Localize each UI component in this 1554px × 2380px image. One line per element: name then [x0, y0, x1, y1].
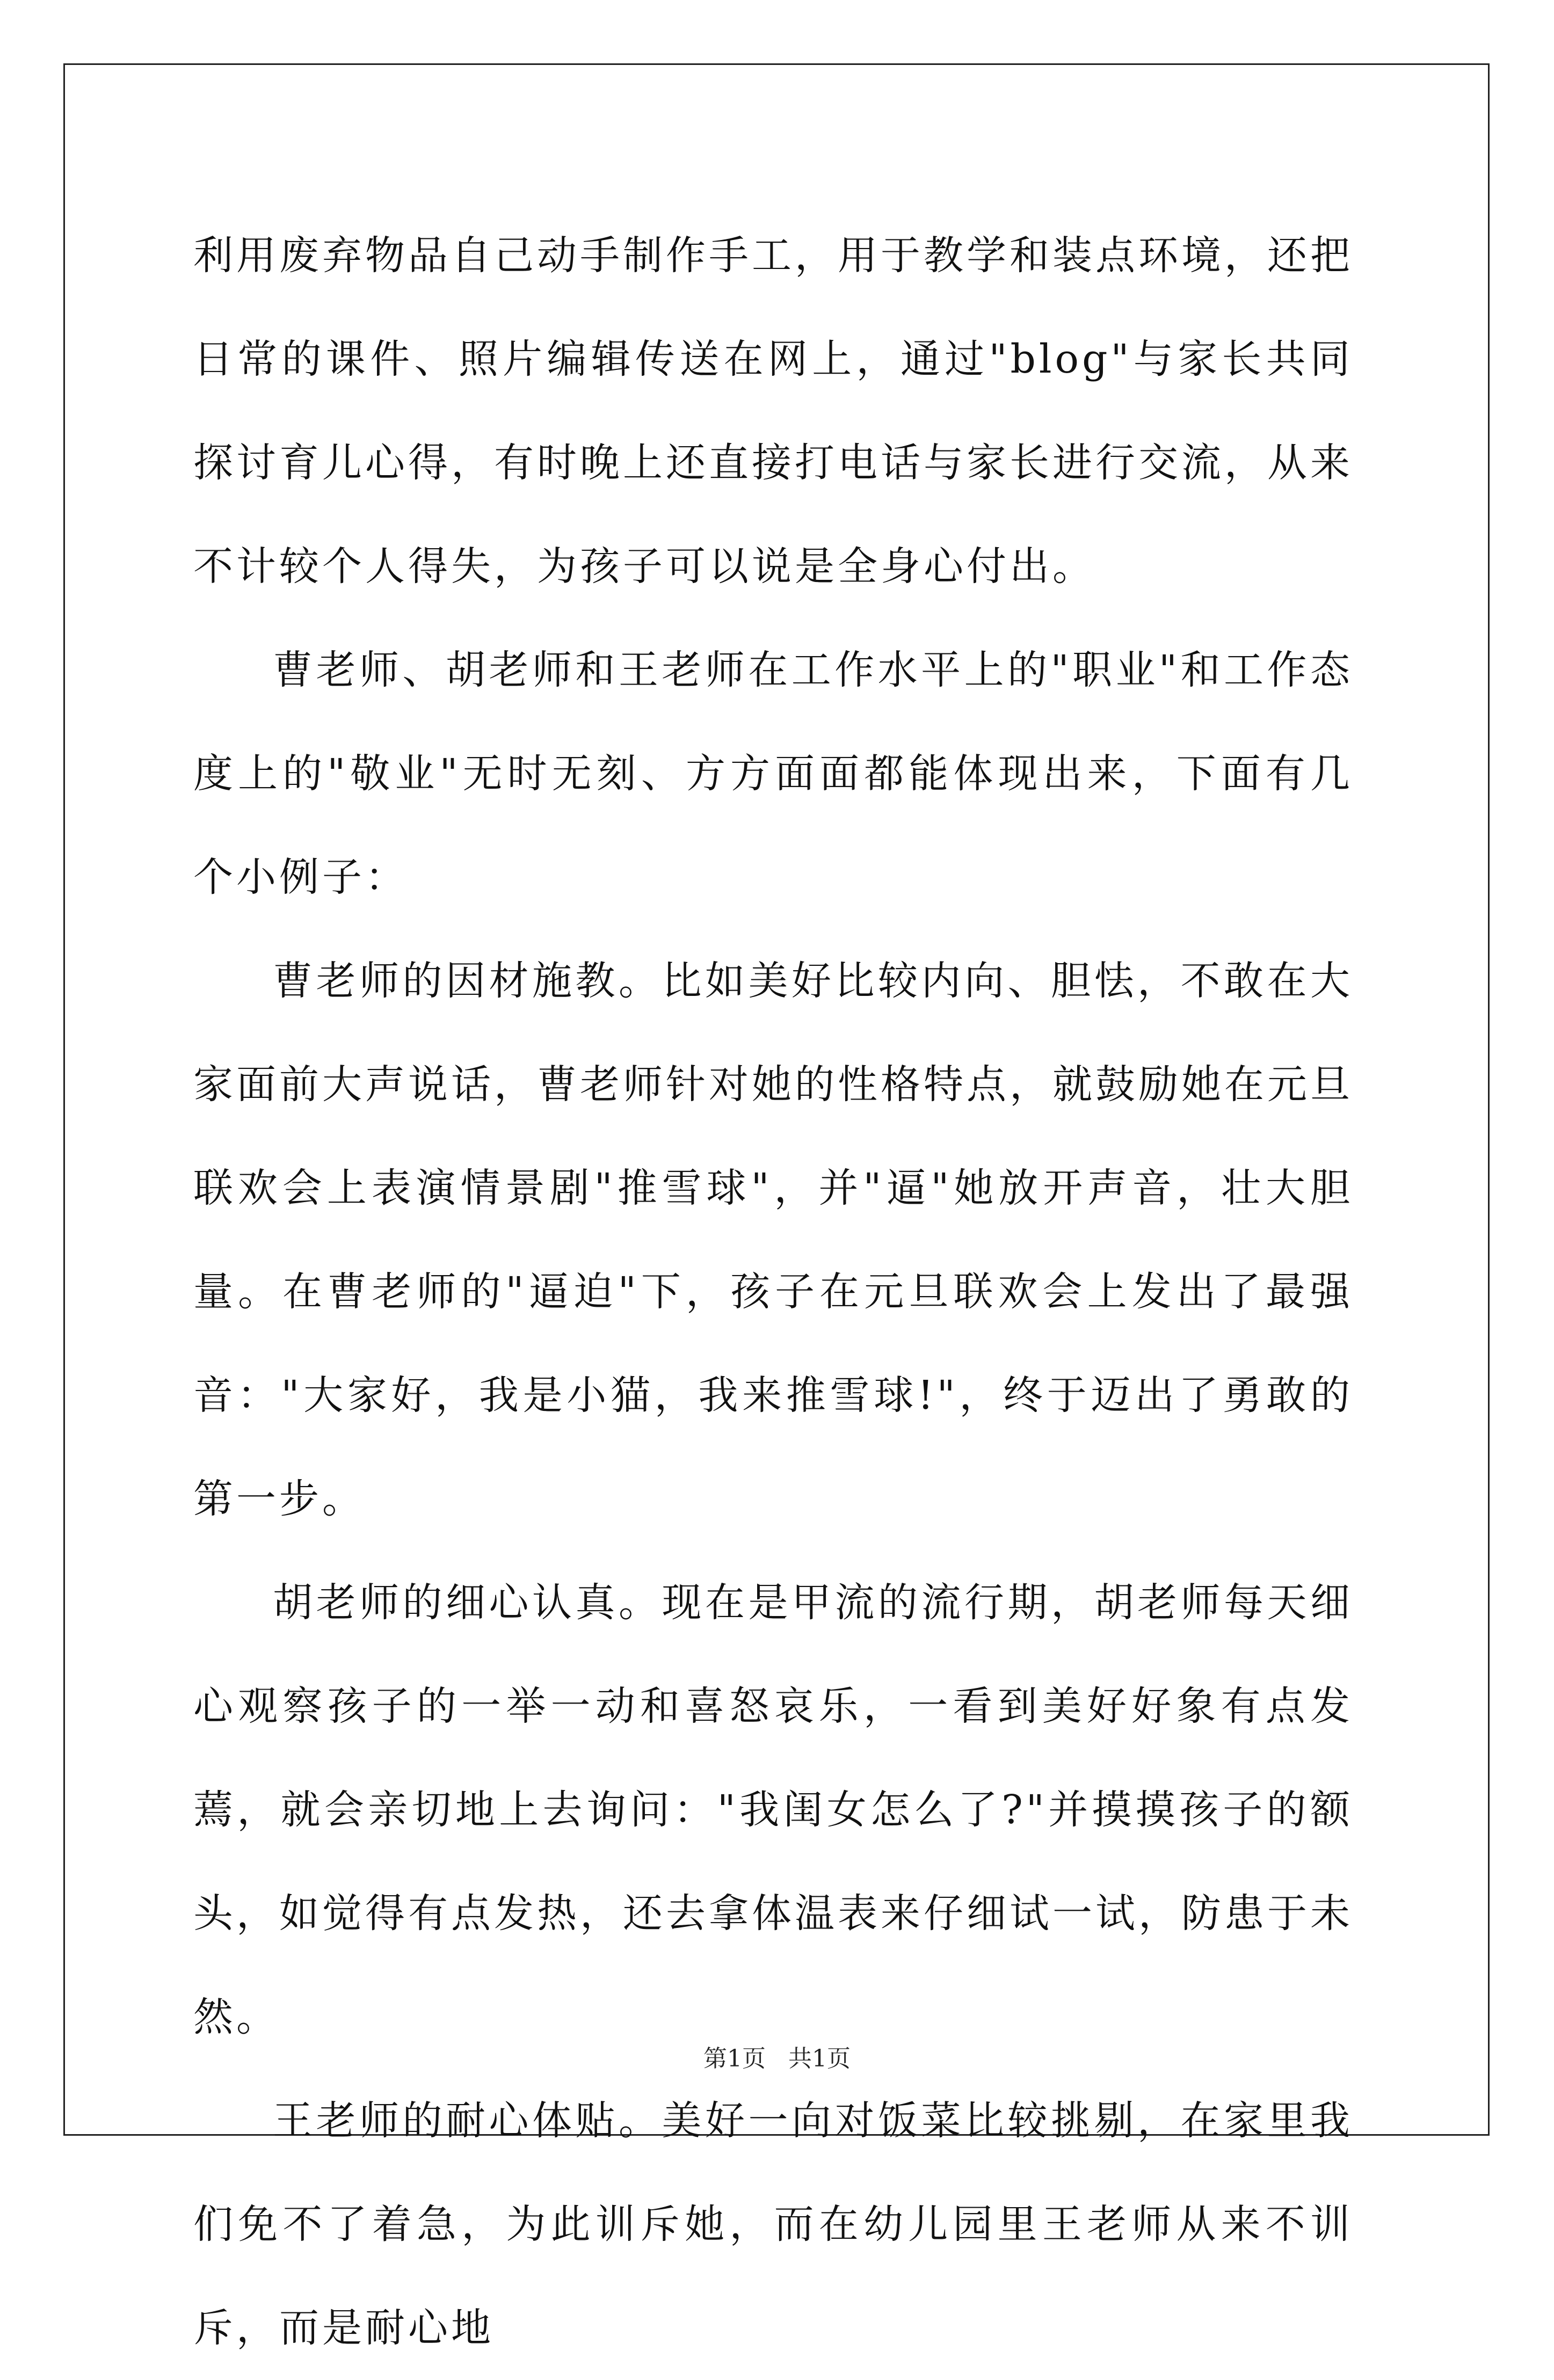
paragraph-1: 利用废弃物品自己动手制作手工，用于教学和装点环境，还把日常的课件、照片编辑传送在网上，通过"blog"与家长共同探讨育儿心得，有时晚上还直接打电话与家长进行交流，从来不计较个人得失，为孩子可以说是全身心付出。: [193, 232, 1353, 589]
paragraph-3: 曹老师的因材施教。比如美好比较内向、胆怯，不敢在大家面前大声说话，曹老师针对她的性格特点，就鼓励她在元旦联欢会上表演情景剧"推雪球"，并"逼"她放开声音，壮大胆量。在曹老师的"逼迫"下，孩子在元旦联欢会上发出了最强音："大家好，我是小猫，我来推雪球!"，终于迈出了勇敢的第一步。: [193, 958, 1353, 1522]
page-total: 共1页: [788, 2045, 851, 2072]
paragraph-4: 胡老师的细心认真。现在是甲流的流行期，胡老师每天细心观察孩子的一举一动和喜怒哀乐，一看到美好好象有点发蔫，就会亲切地上去询问："我闺女怎么了?"并摸摸孩子的额头，如觉得有点发热，还去拿体温表来仔细试一试，防患于未然。: [193, 1580, 1353, 2040]
page-number: 第1页: [703, 2045, 766, 2072]
paragraph-5: 王老师的耐心体贴。美好一向对饭菜比较挑剔，在家里我们免不了着急，为此训斥她，而在幼儿园里王老师从来不训斥，而是耐心地: [193, 2098, 1353, 2351]
page-footer: [0, 2043, 1554, 2075]
paragraph-2: 曹老师、胡老师和王老师在工作水平上的"职业"和工作态度上的"敬业"无时无刻、方方面面都能体现出来，下面有几个小例子：: [193, 647, 1353, 900]
